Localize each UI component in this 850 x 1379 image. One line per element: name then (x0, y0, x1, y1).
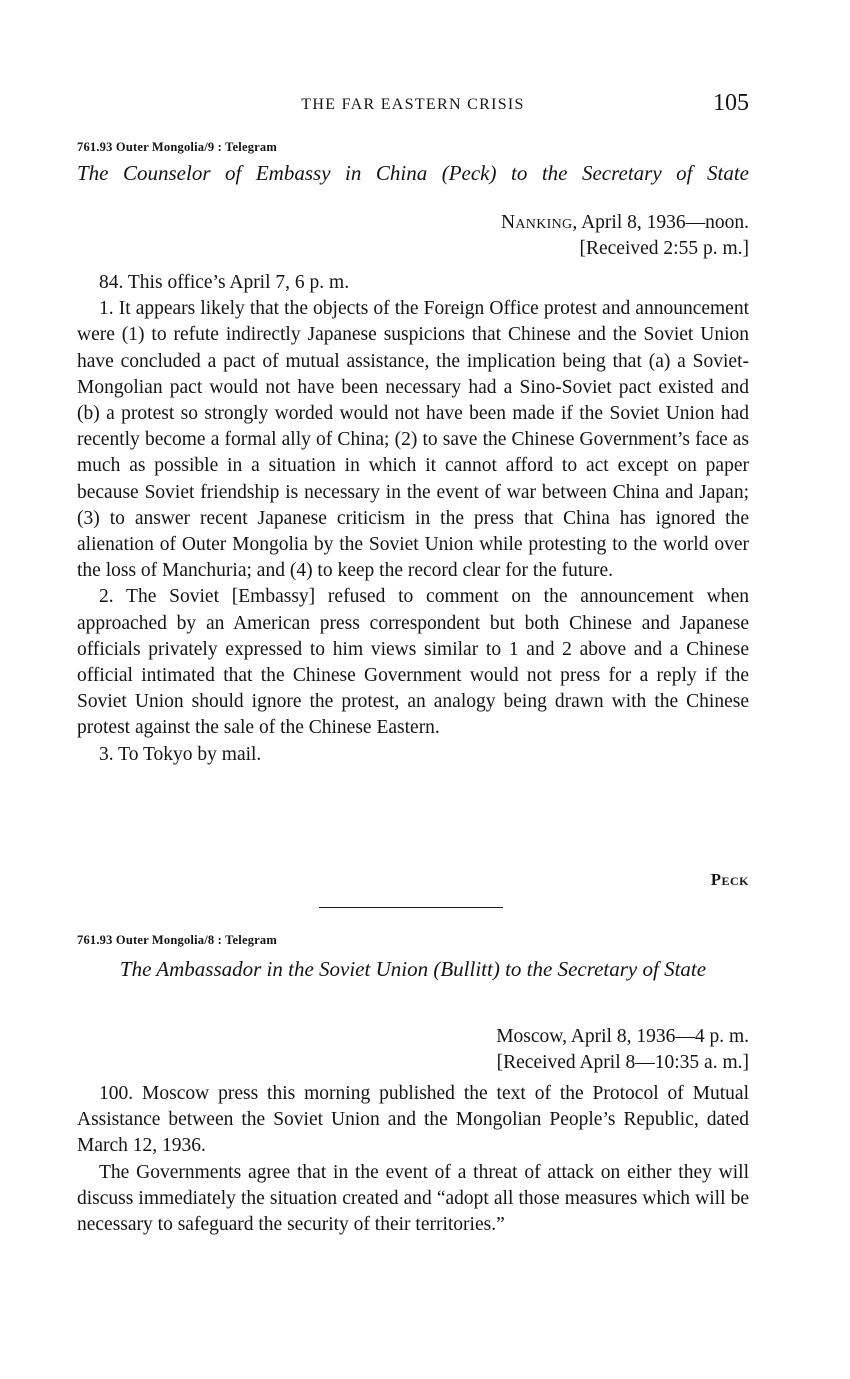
dateline-date: , April 8, 1936—4 p. m. (562, 1026, 749, 1047)
signature: Peck (710, 870, 749, 889)
paragraph: 1. It appears likely that the objects of the Foreign Office protest and announcement were (1) to refute indirectly Japanese suspicions that Chinese and the Soviet Union have concluded a pact of mutual assistance, the implication being that (a) a Soviet-Mongolian pact would not have been necessary had a Sino-Soviet pact existed and (b) a protest so strongly worded would not have been made if the Soviet Union had recently become a formal ally of China; (2) to save the Chinese Government’s face as much as possible in a situation in which it cannot afford to act except on paper because Soviet friendship is necessary in the event of war between China and Japan; (3) to answer recent Japanese criticism in the press that China has ignored the alienation of Outer Mongolia by the Soviet Union while protesting to the world over the loss of Manchuria; and (4) to keep the record clear for the future. (77, 298, 749, 582)
dateline-place: Nanking (501, 212, 573, 233)
dateline (496, 1024, 749, 1076)
dateline-received: [Received April 8—10:35 a. m.] (496, 1052, 749, 1073)
telegram-body (77, 1081, 749, 1238)
running-title: THE FAR EASTERN CRISIS (301, 96, 525, 113)
dateline-date: , April 8, 1936—noon. (572, 212, 749, 233)
dateline-place-date (501, 210, 749, 236)
dateline-place: Moscow (496, 1026, 563, 1047)
dateline-received: [Received 2:55 p. m.] (579, 238, 749, 259)
section-divider (319, 907, 503, 908)
running-header (77, 92, 749, 122)
paragraph: 2. The Soviet [Embassy] refused to comment on the announcement when approached by an American press correspondent but both Chinese and Japanese officials privately expressed to him views similar to 1 and 2 above and a Chinese official intimated that the Chinese Government would not press for a reply if the Soviet Union should ignore the protest, an analogy being drawn with the Chinese protest against the sale of the Chinese Eastern. (77, 586, 749, 739)
paragraph: The Governments agree that in the event of a threat of attack on either they will discuss immediately the situation created and “adopt all those measures which will be necessary to safeguard the security of their territories.” (77, 1161, 749, 1236)
paragraph: 84. This office’s April 7, 6 p. m. (99, 272, 350, 293)
paragraph: 100. Moscow press this morning published the text of the Protocol of Mutual Assistance between the Soviet Union and the Mongolian People’s Republic, dated March 12, 1936. (77, 1083, 749, 1157)
dateline-place-date (496, 1024, 749, 1050)
page-number: 105 (713, 90, 749, 116)
document-title: The Ambassador in the Soviet Union (Bullitt) to the Secretary of State (119, 957, 707, 981)
paragraph: 3. To Tokyo by mail. (99, 743, 262, 765)
file-reference: 761.93 Outer Mongolia/9 : Telegram (77, 140, 277, 154)
document-title: The Counselor of Embassy in China (Peck) to the Secretary of State (77, 161, 749, 185)
telegram-body (77, 270, 749, 768)
dateline (501, 210, 749, 262)
file-reference: 761.93 Outer Mongolia/8 : Telegram (77, 933, 277, 947)
